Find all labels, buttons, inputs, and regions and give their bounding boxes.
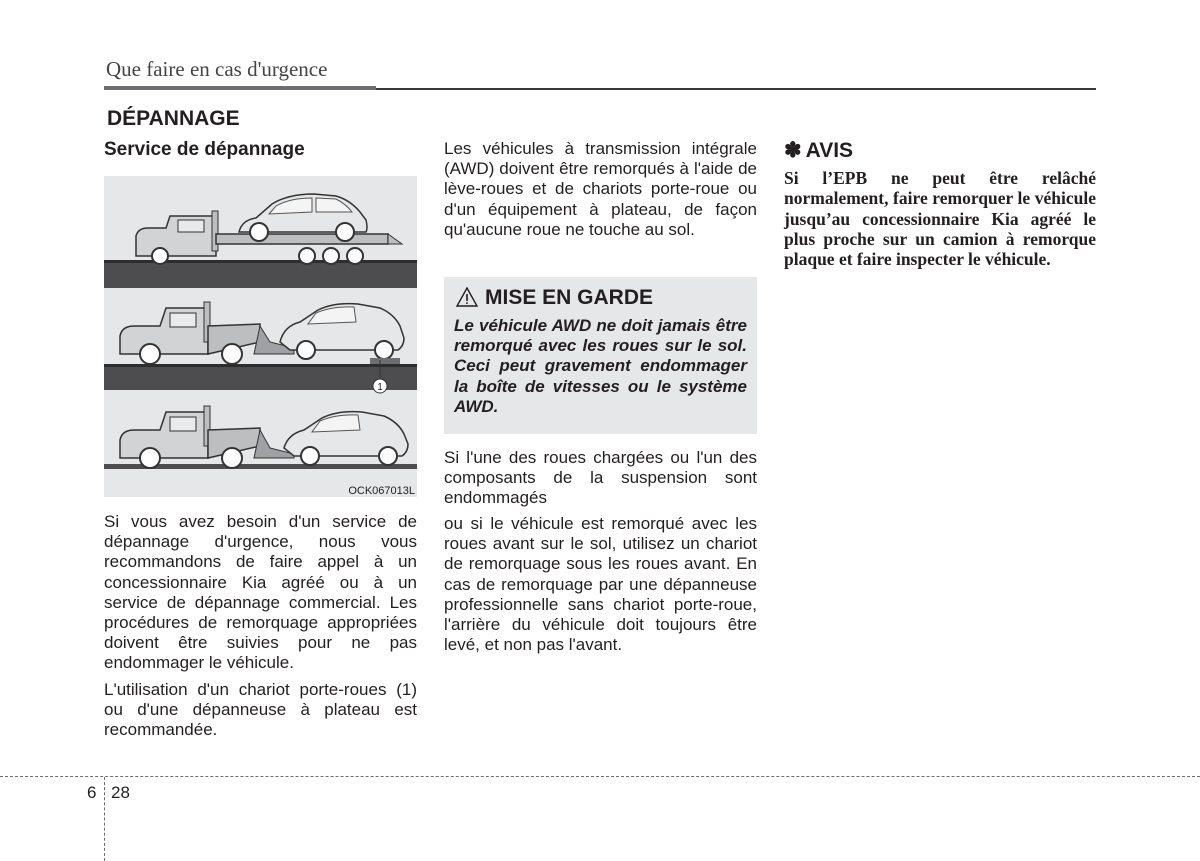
wheel-dolly-scene-2 [104, 406, 417, 469]
page-number: 28 [111, 783, 130, 802]
wheel-dolly-scene [104, 302, 417, 393]
flatbed-truck-scene [104, 194, 417, 288]
warning-title: MISE EN GARDE [485, 286, 654, 309]
warning-body: Le véhicule AWD ne doit jamais être remorqué avec les roues sur le sol. Ceci peut gravement endommager la boîte de vitesses ou le système AWD. [454, 316, 747, 416]
left-paragraph-1: Si vous avez besoin d'un service de dépannage d'urgence, nous vous recommandons de faire appel à un concessionnaire Kia agréé ou à un service de dépannage commercial. Les procédures de remorquage appropriées doivent être suivies pour ne pas endommager le véhicule. [104, 512, 417, 673]
middle-paragraph-1: Les véhicules à transmission intégrale (AWD) doivent être remorqués à l'aide de lève-roues et de chariots porte-roue ou d'un équipement à plateau, de façon qu'aucune roue ne touche au sol. [444, 139, 757, 239]
notice-title-text: AVIS [805, 139, 854, 162]
chapter-title: Que faire en cas d'urgence [106, 57, 328, 81]
page-chapter-number: 6 [87, 783, 97, 802]
towing-methods-figure [104, 176, 417, 497]
left-paragraph-2: L'utilisation d'un chariot porte-roues (1) ou d'une dépanneuse à plateau est recommandée. [104, 680, 417, 740]
warning-triangle-icon [456, 287, 478, 307]
figure-code: OCK067013L [348, 485, 415, 497]
notice-body: Si l’EPB ne peut être relâché normalement, faire remorquer le véhicule jusqu’au concessionnaire Kia agréé le plus proche sur un camion à remorque plaque et faire inspecter le véhicule. [784, 168, 1096, 270]
towing-illustration [104, 176, 417, 497]
section-title: DÉPANNAGE [107, 107, 240, 130]
header-rule-thin [376, 88, 1096, 90]
subsection-title: Service de dépannage [104, 139, 305, 160]
star-icon: ✽ [784, 139, 802, 162]
callout-number: 1 [377, 382, 383, 393]
middle-paragraph-2: Si l'une des roues chargées ou l'un des composants de la suspension sont endommagés [444, 448, 757, 508]
warning-box [444, 277, 757, 434]
notice-title [784, 138, 853, 163]
middle-paragraph-3: ou si le véhicule est remorqué avec les roues avant sur le sol, utilisez un chariot de remorquage sous les roues avant. En cas de remorquage par une dépanneuse professionnelle sans chariot porte-roue, l'arrière du véhicule doit toujours être levé, et non pas l'avant. [444, 514, 757, 655]
footer-rule [0, 776, 1200, 777]
header-rule-thick [104, 86, 376, 90]
footer-divider [104, 777, 105, 861]
